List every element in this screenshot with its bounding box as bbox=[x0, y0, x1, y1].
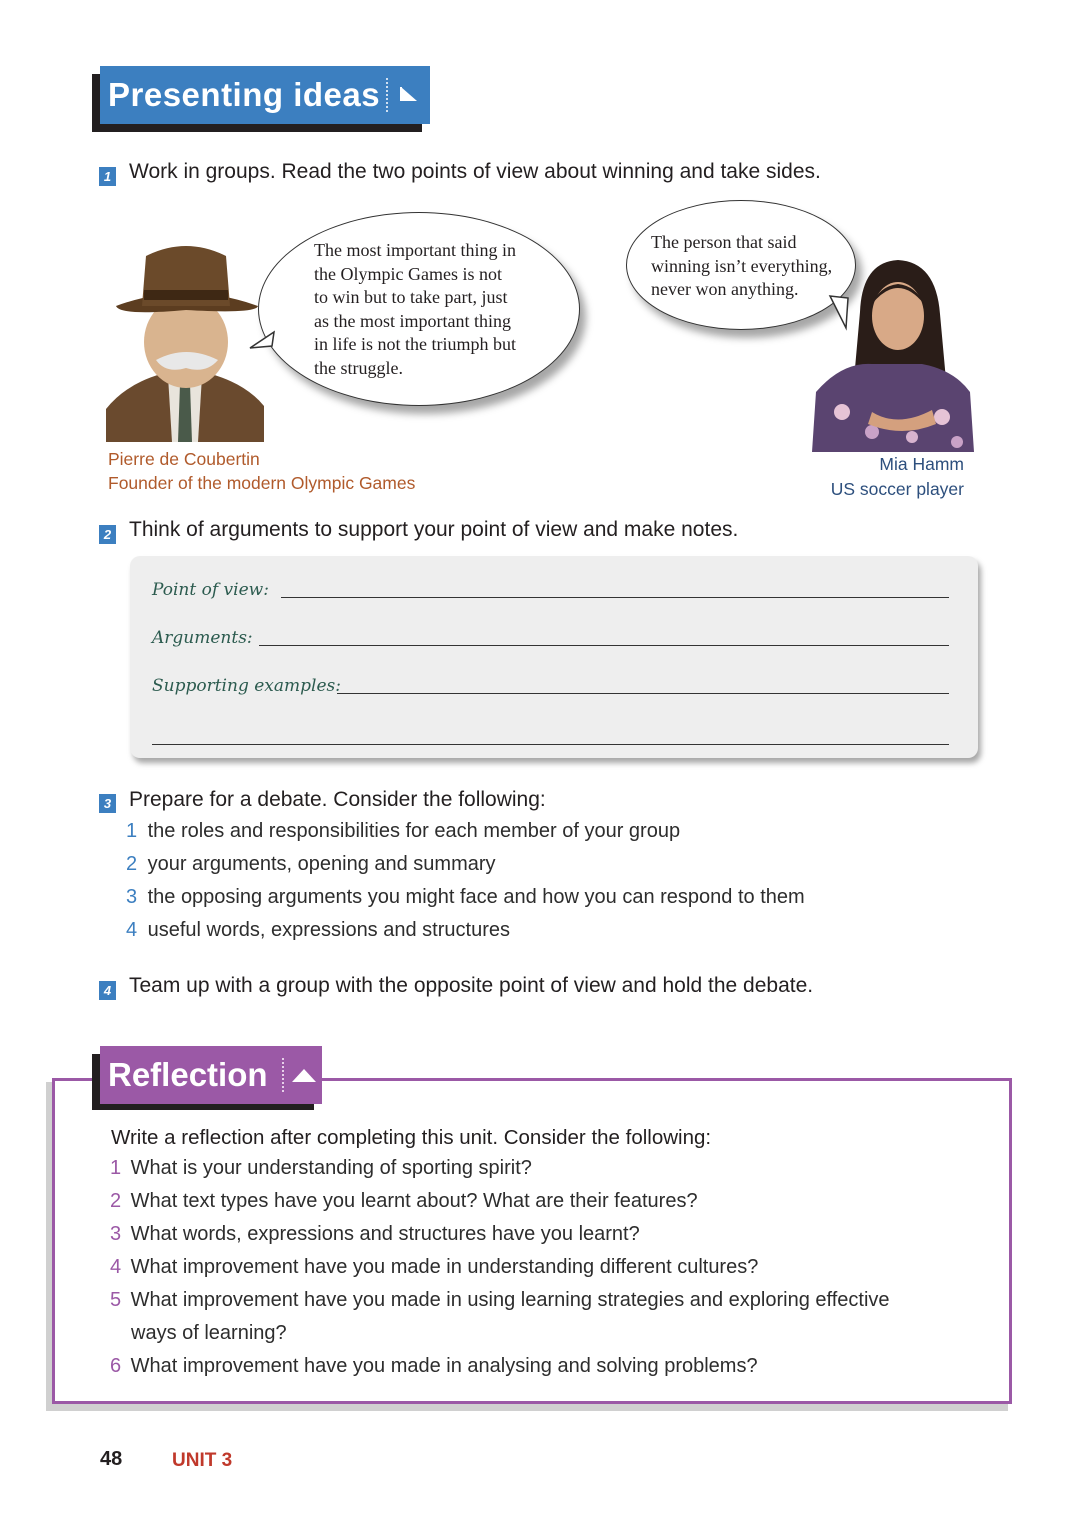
quote-line: the struggle. bbox=[314, 357, 403, 378]
quote-line: The person that said bbox=[651, 232, 797, 252]
reflection-intro: Write a reflection after completing this unit. Consider the following: bbox=[111, 1126, 712, 1149]
task-3-text: Prepare for a debate. Consider the following: bbox=[129, 788, 546, 811]
item-text: What improvement have you made in using learning strategies and exploring effective bbox=[130, 1289, 890, 1311]
list-item bbox=[110, 1190, 890, 1223]
item-text: useful words, expressions and structures bbox=[147, 919, 510, 941]
task-number-3: 3 bbox=[99, 794, 116, 813]
point-of-view-label: Point of view: bbox=[152, 580, 269, 600]
item-text: What text types have you learnt about? What are their features? bbox=[130, 1190, 698, 1212]
item-text: What words, expressions and structures have you learnt? bbox=[130, 1223, 640, 1245]
quote-line: winning isn’t everything, bbox=[651, 255, 833, 276]
item-text: ways of learning? bbox=[131, 1322, 287, 1344]
coubertin-name: Pierre de Coubertin bbox=[108, 449, 260, 469]
task-2-text: Think of arguments to support your point of view and make notes. bbox=[129, 518, 739, 541]
reflection-list bbox=[110, 1157, 890, 1388]
task-number-2: 2 bbox=[99, 525, 116, 544]
list-item bbox=[110, 1223, 890, 1256]
point-of-view-field[interactable] bbox=[281, 597, 949, 598]
arguments-label: Arguments: bbox=[152, 628, 253, 648]
triangle-up-icon bbox=[290, 1066, 318, 1084]
page-number: 48 bbox=[100, 1448, 123, 1470]
coubertin-caption bbox=[108, 447, 415, 495]
list-item bbox=[110, 1256, 890, 1289]
item-number: 3 bbox=[126, 886, 138, 908]
coubertin-quote bbox=[314, 239, 554, 380]
list-item bbox=[126, 919, 805, 952]
item-text: What improvement have you made in analysing and solving problems? bbox=[130, 1355, 758, 1377]
task-4-text: Team up with a group with the opposite point of view and hold the debate. bbox=[129, 974, 814, 997]
item-text: What improvement have you made in understanding different cultures? bbox=[130, 1256, 759, 1278]
extra-notes-field[interactable] bbox=[152, 744, 949, 745]
arguments-field[interactable] bbox=[259, 645, 949, 646]
item-text: the opposing arguments you might face and how you can respond to them bbox=[147, 886, 805, 908]
quote-line: the Olympic Games is not bbox=[314, 263, 502, 284]
task-1-text: Work in groups. Read the two points of view about winning and take sides. bbox=[129, 160, 821, 183]
presenting-ideas-banner bbox=[100, 66, 430, 124]
list-item bbox=[110, 1289, 890, 1322]
banner-divider bbox=[386, 78, 388, 112]
list-item bbox=[126, 886, 805, 919]
quote-line: never won anything. bbox=[651, 279, 799, 299]
quote-line: to win but to take part, just bbox=[314, 287, 508, 307]
item-number: 1 bbox=[110, 1157, 122, 1179]
reflection-banner bbox=[100, 1046, 322, 1104]
corner-arrow-icon bbox=[398, 84, 420, 104]
supporting-examples-field[interactable] bbox=[337, 693, 949, 694]
quote-line: The most important thing in bbox=[314, 240, 516, 260]
hamm-caption bbox=[760, 452, 964, 502]
quote-line: as the most important thing bbox=[314, 310, 511, 331]
list-item bbox=[110, 1322, 890, 1355]
debate-list bbox=[126, 820, 805, 952]
list-item bbox=[126, 853, 805, 886]
item-number: 4 bbox=[126, 919, 138, 941]
quote-line: in life is not the triumph but bbox=[314, 334, 516, 354]
hamm-portrait bbox=[812, 252, 974, 452]
list-item bbox=[110, 1157, 890, 1190]
reflection-title: Reflection bbox=[108, 1056, 268, 1093]
hamm-name: Mia Hamm bbox=[879, 454, 964, 474]
section-title: Presenting ideas bbox=[108, 76, 381, 113]
item-number: 2 bbox=[126, 853, 138, 875]
banner-divider bbox=[282, 1058, 284, 1092]
item-number: 4 bbox=[110, 1256, 122, 1278]
supporting-examples-label: Supporting examples: bbox=[152, 676, 341, 696]
item-number: 3 bbox=[110, 1223, 122, 1245]
list-item bbox=[110, 1355, 890, 1388]
task-number-4: 4 bbox=[99, 981, 116, 1000]
coubertin-role: Founder of the modern Olympic Games bbox=[108, 473, 416, 493]
item-number: 5 bbox=[110, 1289, 122, 1311]
list-item bbox=[126, 820, 805, 853]
coubertin-portrait bbox=[106, 234, 264, 442]
item-text: the roles and responsibilities for each member of your group bbox=[147, 820, 681, 842]
item-number: 1 bbox=[126, 820, 138, 842]
item-text: What is your understanding of sporting spirit? bbox=[130, 1157, 532, 1179]
hamm-role: US soccer player bbox=[830, 479, 964, 499]
item-number: 2 bbox=[110, 1190, 122, 1212]
item-text: your arguments, opening and summary bbox=[147, 853, 496, 875]
task-number-1: 1 bbox=[99, 167, 116, 186]
bubble-tail bbox=[246, 330, 276, 360]
reflection-shadow bbox=[46, 1403, 1008, 1411]
item-number: 6 bbox=[110, 1355, 122, 1377]
unit-label: UNIT 3 bbox=[172, 1450, 233, 1471]
